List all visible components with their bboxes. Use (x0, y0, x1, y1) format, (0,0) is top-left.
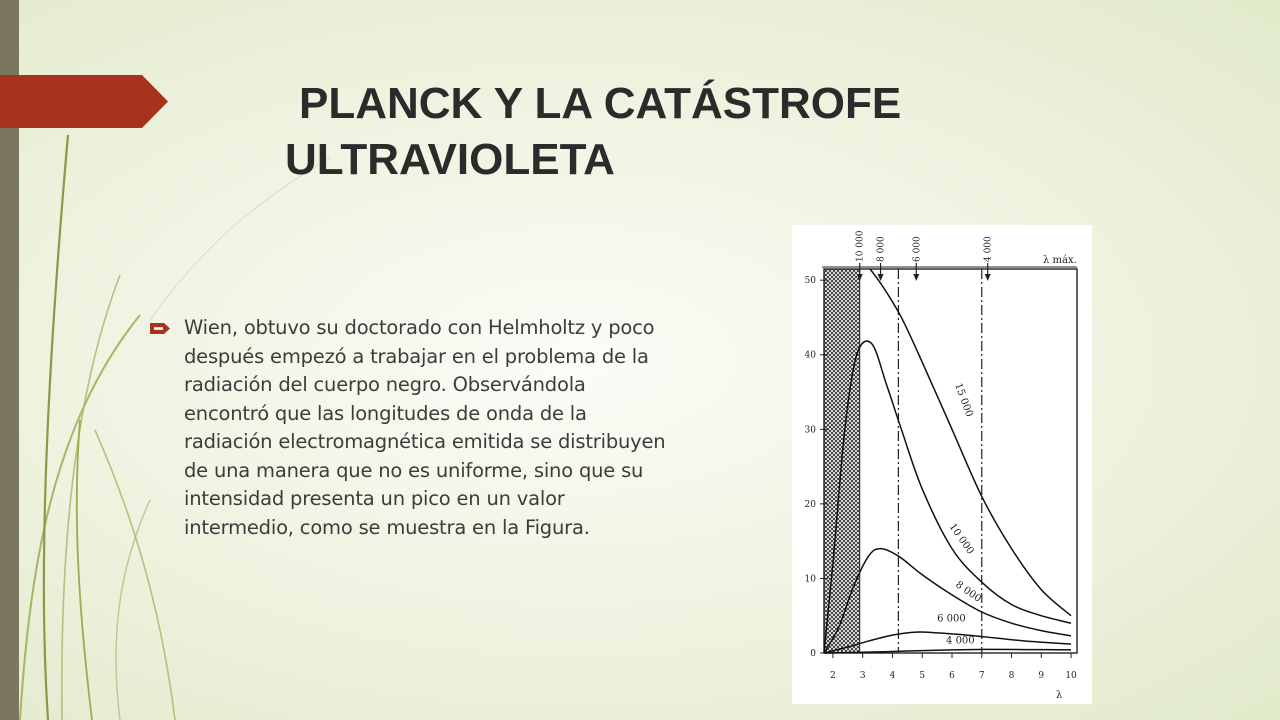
curve-label: 10 000 (946, 521, 976, 557)
curve-label: 15 000 (952, 381, 975, 419)
slide-title (285, 76, 1005, 188)
y-tick-label: 20 (804, 499, 816, 510)
plot-frame (824, 269, 1077, 653)
x-tick-label: 3 (859, 671, 866, 681)
y-tick-label: 40 (804, 350, 816, 361)
x-tick-label: 8 (1008, 671, 1015, 681)
x-tick-label: 5 (919, 671, 926, 681)
lambda-max-title: λ máx. (1043, 255, 1077, 266)
slide-title-line-1: PLANCK Y LA CATÁSTROFE (299, 79, 902, 128)
blackbody-radiation-figure (792, 225, 1092, 704)
curve-label: 4 000 (946, 635, 975, 647)
blackbody-chart (792, 225, 1092, 704)
y-tick-label: 0 (810, 649, 816, 659)
lambda-max-label: 6 000 (912, 236, 923, 262)
x-tick-label: 9 (1038, 671, 1045, 681)
slide-title-line-2: ULTRAVIOLETA (285, 135, 615, 184)
curve-10000 (824, 341, 1071, 653)
y-tick-label: 30 (804, 425, 816, 436)
lambda-max-arrowhead (985, 274, 991, 281)
lambda-max-label: 10 000 (855, 230, 866, 262)
curve-label: 6 000 (937, 613, 966, 625)
x-tick-label: 7 (978, 671, 985, 681)
x-tick-label: 2 (830, 671, 836, 681)
x-axis-label: λ (1055, 690, 1063, 701)
curve-label: 8 000 (953, 579, 984, 605)
bullet-text: Wien, obtuvo su doctorado con Helmholtz y poco después empezó a trabajar en el problema de la radiación del cuerpo negro. Observándola encontró que las longitudes de onda de la radiación electromagnética emitida se distribuyen de una manera que no es uniforme, sino que su intensidad presenta un pico en un valor intermedio, como se muestra en la Figura. (184, 316, 666, 539)
x-tick-label: 10 (1065, 671, 1077, 681)
arrow-bullet-icon (150, 323, 170, 334)
y-tick-label: 50 (804, 276, 816, 287)
y-tick-label: 10 (804, 574, 816, 585)
lambda-max-label: 8 000 (876, 236, 887, 262)
title-accent-tab (0, 75, 168, 128)
lambda-max-label: 4 000 (983, 236, 994, 262)
curve-15000 (870, 269, 1071, 616)
lambda-max-arrowhead (913, 274, 919, 281)
x-tick-label: 6 (949, 671, 955, 681)
x-tick-label: 4 (889, 671, 896, 681)
